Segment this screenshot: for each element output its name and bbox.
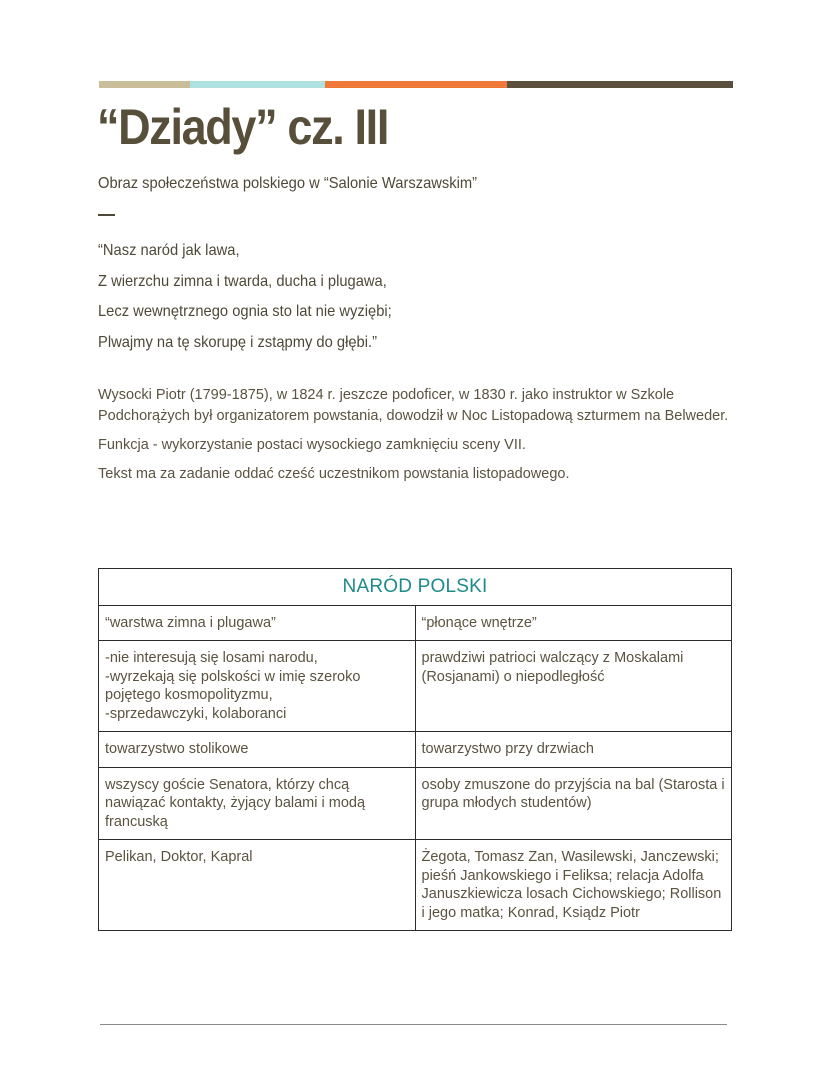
table-row — [99, 732, 732, 768]
divider-dash — [98, 214, 115, 216]
cell-cold-layer: wszyscy goście Senatora, którzy chcą nawiązać kontakty, żyjący balami i modą francuską — [99, 767, 416, 840]
subtitle: Obraz społeczeństwa polskiego w “Salonie Warszawskim” — [98, 175, 478, 192]
poem-line: Lecz wewnętrznego ognia sto lat nie wyziębi; — [98, 303, 392, 320]
poem-line: “Nasz naród jak lawa, — [98, 242, 240, 259]
accent-segment — [99, 81, 190, 88]
cell-cold-layer: -nie interesują się losami narodu, -wyrzekają się polskości w imię szeroko pojętego kosmopolityzmu, -sprzedawczyki, kolaboranci — [99, 641, 416, 732]
body-text — [98, 385, 738, 493]
poem-line: Z wierzchu zimna i twarda, ducha i plugawa, — [98, 272, 387, 290]
table-row — [99, 840, 732, 931]
cell-burning-interior: “płonące wnętrze” — [415, 605, 732, 641]
table-title: NARÓD POLSKI — [99, 569, 732, 606]
accent-segment — [325, 81, 507, 88]
accent-segment — [190, 81, 325, 88]
cell-burning-interior: osoby zmuszone do przyjścia na bal (Starosta i grupa młodych studentów) — [415, 767, 732, 840]
cell-cold-layer: towarzystwo stolikowe — [99, 732, 416, 768]
accent-bar — [99, 81, 733, 88]
table-row — [99, 605, 732, 641]
accent-segment — [507, 81, 733, 88]
table-body — [99, 605, 732, 931]
poem-quote — [98, 236, 417, 358]
page-title: “Dziady” cz. III — [97, 99, 388, 155]
cell-burning-interior: Żegota, Tomasz Zan, Wasilewski, Janczewski; pieśń Jankowskiego i Feliksa; relacja Adolfa Januszkiewicza losach Cichowskiego; Rollison i jego matka; Konrad, Ksiądz Piotr — [415, 840, 732, 931]
cell-cold-layer: “warstwa zimna i plugawa” — [99, 605, 416, 641]
nation-table — [98, 568, 732, 931]
paragraph: Funkcja - wykorzystanie postaci wysockiego zamknięciu sceny VII. — [98, 437, 526, 453]
cell-burning-interior: towarzystwo przy drzwiach — [415, 732, 732, 768]
table-row — [99, 767, 732, 840]
cell-burning-interior: prawdziwi patrioci walczący z Moskalami (Rosjanami) o niepodległość — [415, 641, 732, 732]
paragraph: Tekst ma za zadanie oddać cześć uczestnikom powstania listopadowego. — [98, 466, 570, 482]
bottom-rule — [100, 1024, 727, 1025]
table-header-row — [99, 569, 732, 606]
poem-line: Plwajmy na tę skorupę i zstąpmy do głębi.” — [98, 333, 377, 351]
paragraph: Wysocki Piotr (1799-1875), w 1824 r. jeszcze podoficer, w 1830 r. jako instruktor w Szkole Podchorążych był organizatorem powstania, dowodził w Noc Listopadową szturmem na Belweder. — [98, 387, 729, 424]
cell-cold-layer: Pelikan, Doktor, Kapral — [99, 840, 416, 931]
table-row — [99, 641, 732, 732]
